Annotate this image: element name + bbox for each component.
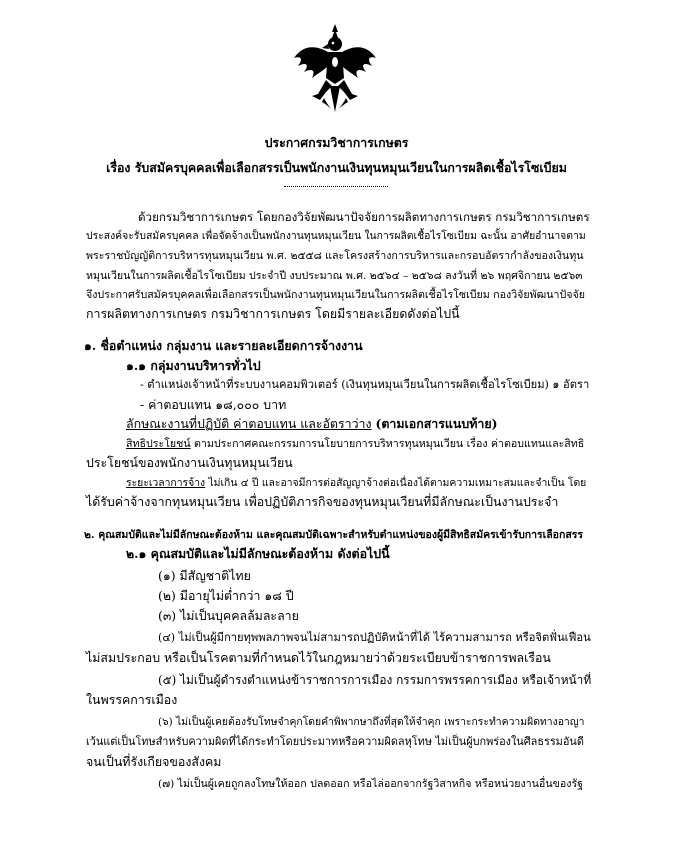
qualification-item-cont: ในพรรคการเมือง: [86, 692, 178, 707]
qualification-item: (๕) ไม่เป็นผู้ดำรงตำแหน่งข้าราชการการเมือง กรรมการพรรคการเมือง หรือเจ้าหน้าที่: [158, 673, 592, 687]
position-bullet: - ตำแหน่งเจ้าหน้าที่ระบบงานคอมพิวเตอร์ (เงินทุนหมุนเวียนในการผลิตเชื้อไรโซเบียม) ๑ อัตรา: [140, 378, 590, 391]
garuda-emblem-icon: [292, 22, 378, 114]
title-divider: [284, 186, 388, 187]
benefit-line: [126, 436, 584, 452]
duties-note: (ตามเอกสารแนบท้าย): [375, 416, 498, 431]
qualification-item-cont: ไม่สมประกอบ หรือเป็นโรคตามที่กำหนดไว้ในกฎหมายว่าด้วยระเบียบข้าราชการพลเรือน: [86, 650, 551, 665]
period-line: [126, 475, 586, 491]
announcement-title: ประกาศกรมวิชาการเกษตร: [264, 135, 409, 150]
intro-line: จึงประกาศรับสมัครบุคคลเพื่อเลือกสรรเป็นพนักงานทุนหมุนเวียนในการผลิตเชื้อไรโซเบียม กองวิจัยพัฒนาปัจจัย: [86, 288, 585, 301]
qualification-item: (๒) มีอายุไม่ต่ำกว่า ๑๘ ปี: [158, 588, 294, 603]
announcement-subject: เรื่อง รับสมัครบุคคลเพื่อเลือกสรรเป็นพนักงานเงินทุนหมุนเวียนในการผลิตเชื้อไรโซเบียม: [106, 160, 567, 175]
period-text-cont: ได้รับค่าจ้างจากทุนหมุนเวียน เพื่อปฏิบัติภารกิจของทุนหมุนเวียนที่มีลักษณะเป็นงานประจำ: [86, 494, 559, 509]
section2-heading: ๒. คุณสมบัติและไม่มีลักษณะต้องห้าม และคุณสมบัติเฉพาะสำหรับตำแหน่งของผู้มีสิทธิสมัครเข้ารับการเลือกสรร: [84, 529, 584, 541]
section1-heading: ๑. ชื่อตำแหน่ง กลุ่มงาน และรายละเอียดการจ้างงาน: [84, 338, 363, 353]
period-text: ไม่เกิน ๔ ปี และอาจมีการต่อสัญญาจ้างต่อเนื่องได้ตามความเหมาะสมและจำเป็น โดย: [205, 477, 587, 489]
compensation-bullet: - ค่าตอบแทน ๑๘,๐๐๐ บาท: [140, 397, 287, 412]
intro-line: การผลิตทางการเกษตร กรมวิชาการเกษตร โดยมีรายละเอียดดังต่อไปนี้: [86, 306, 460, 321]
duties-label: ลักษณะงานที่ปฏิบัติ ค่าตอบแทน และอัตราว่าง: [126, 416, 372, 431]
qualification-item: (๖) ไม่เป็นผู้เคยต้องรับโทษจำคุกโดยคำพิพากษาถึงที่สุดให้จำคุก เพราะกระทำความผิดทางอาญา: [158, 716, 585, 728]
qualification-item-cont: เว้นแต่เป็นโทษสำหรับความผิดที่ได้กระทำโดยประมาทหรือความผิดลหุโทษ ไม่เป็นผู้บกพร่องในศีลธรรมอันดี: [86, 735, 584, 748]
benefit-text-cont: ประโยชน์ของพนักงานเงินทุนหมุนเวียน: [86, 455, 293, 470]
duties-line: [126, 416, 497, 432]
qualification-item: (๔) ไม่เป็นผู้มีกายทุพพลภาพจนไม่สามารถปฏิบัติหน้าที่ได้ ไร้ความสามารถ หรือจิตฟั่นเฟือน: [158, 631, 591, 644]
section1-subheading: ๑.๑ กลุ่มงานบริหารทั่วไป: [126, 358, 261, 373]
intro-line: พระราชบัญญัติการบริหารทุนหมุนเวียน พ.ศ. ๒๕๕๘ และโครงสร้างการบริหารและกรอบอัตรากำลังของเงินทุน: [86, 249, 584, 262]
intro-line: หมุนเวียนในการผลิตเชื้อไรโซเบียม ประจำปี งบประมาณ พ.ศ. ๒๕๖๔ – ๒๕๖๘ ลงวันที่ ๒๖ พฤศจิกายน ๒๕๖๓: [86, 269, 583, 282]
period-label: ระยะเวลาการจ้าง: [126, 477, 206, 489]
intro-line: ด้วยกรมวิชาการเกษตร โดยกองวิจัยพัฒนาปัจจัยการผลิตทางการเกษตร กรมวิชาการเกษตร: [138, 210, 590, 224]
qualification-item: (๑) มีสัญชาติไทย: [158, 568, 251, 583]
benefit-label: สิทธิประโยชน์: [126, 437, 191, 450]
qualification-item: (๓) ไม่เป็นบุคคลล้มละลาย: [158, 608, 299, 623]
qualification-item-cont: จนเป็นที่รังเกียจของสังคม: [86, 754, 222, 769]
qualification-item: (๗) ไม่เป็นผู้เคยถูกลงโทษให้ออก ปลดออก หรือไล่ออกจากรัฐวิสาหกิจ หรือหน่วยงานอื่นของรัฐ: [158, 777, 584, 790]
intro-line: ประสงค์จะรับสมัครบุคคล เพื่อจัดจ้างเป็นพนักงานทุนหมุนเวียน ในการผลิตเชื้อไรโซเบียม ฉะนั้น อาศัยอำนาจตาม: [86, 230, 586, 242]
section2-subheading: ๒.๑ คุณสมบัติและไม่มีลักษณะต้องห้าม ดังต่อไปนี้: [126, 546, 390, 561]
benefit-text: ตามประกาศคณะกรรมการนโยบายการบริหารทุนหมุนเวียน เรื่อง ค่าตอบแทนและสิทธิ: [190, 437, 585, 450]
